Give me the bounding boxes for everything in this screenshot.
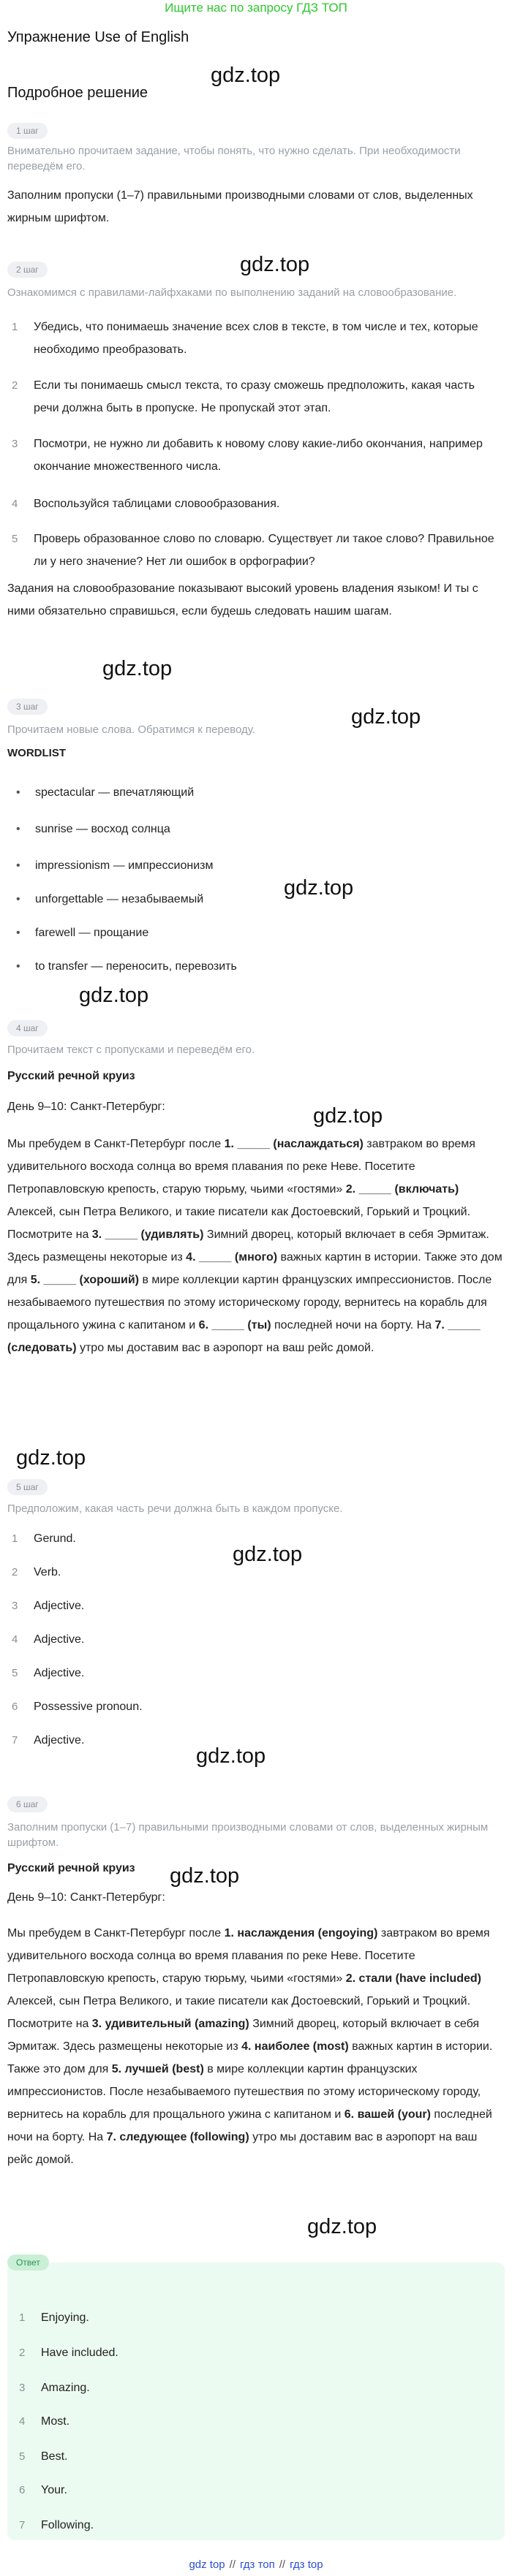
wordlist-heading: WORDLIST (7, 747, 66, 759)
step-intro: Внимательно прочитаем задание, чтобы понять, что нужно сделать. При необходимости переведём его. (7, 145, 461, 172)
filled-text: Мы пребудем в Санкт-Петербург после 1. наслаждения (engoying) завтраком во время удивительного восхода солнца во время плавания по реке Неве. Посетите Петропавловскую крепость, старую тюрьму, чьими «гостями» 2. стали (have included) Алексей, сын Петра Великого, и такие писатели как Достоевский, Горький и Троцкий. Посмотрите на 3. удивительный (amazing) Зимний дворец, который включает в себя Эрмитаж. Здесь размещены некоторые из 4. наиболее (most) важных картин в истории. Также это дом для 5. лучшей (best) в мире коллекции картин французских импрессионистов. После незабываемого путешествия по этому историческому городу, вернитесь на корабль для прощального ужина с капитаном и 6. вашей (your) последней ночи на борту. На 7. следующее (following) утро мы доставим вас в аэропорт на ваш рейс домой. (7, 1927, 493, 2166)
step-badge: 6 шаг (7, 1796, 48, 1812)
text-heading: Русский речной круиз (7, 1070, 135, 1082)
step-intro: Предположим, какая часть речи должна быть в каждом пропуске. (7, 1502, 343, 1515)
watermark: gdz.top (102, 657, 173, 680)
step-badge: 3 шаг (7, 699, 48, 715)
watermark: gdz.top (196, 1744, 266, 1768)
watermark: gdz.top (233, 1543, 303, 1566)
step-badge: 4 шаг (7, 1020, 48, 1036)
section-title: Подробное решение (7, 85, 148, 101)
answer-badge: Ответ (7, 2254, 49, 2271)
gap-text: Мы пребудем в Санкт-Петербург после 1. _____ (наслаждаться) завтраком во время удивительного восхода солнца во время плавания по реке Неве. Посетите Петропавловскую крепость, старую тюрьму, чьими «гостями» 2. _____ (включать) Алексей, сын Петра Великого, и такие писатели как Достоевский, Горький и Троцкий. Посмотрите на 3. _____ (удивлять) Зимний дворец, который включает в себя Эрмитаж. Здесь размещены некоторые из 4. _____ (много) важных картин в истории. Также это дом для 5. _____ (хороший) в мире коллекции картин французских импрессионистов. После незабываемого путешествия по этому историческому городу, вернитесь на корабль для прощального ужина с капитаном и 6. _____ (ты) последней ночи на борту. На 7. _____ (следовать) утро мы доставим вас в аэропорт на ваш рейс домой. (7, 1138, 502, 1354)
top-banner-link[interactable]: Ищите нас по запросу ГДЗ ТОП (165, 1, 347, 15)
watermark: gdz.top (284, 876, 354, 900)
watermark: gdz.top (79, 984, 149, 1007)
step-intro: Ознакомимся с правилами-лайфхаками по выполнению заданий на словообразование. (7, 286, 457, 299)
step-badge: 2 шаг (7, 262, 48, 278)
text-day: День 9–10: Санкт-Петербург: (7, 1101, 165, 1113)
watermark: gdz.top (170, 1864, 240, 1888)
footer-separator: // (229, 2558, 236, 2571)
watermark: gdz.top (211, 64, 281, 87)
watermark: gdz.top (351, 705, 421, 729)
watermark: gdz.top (240, 253, 310, 276)
step-text: Заполним пропуски (1–7) правильными производными словами от слов, выделенных жирным шрифтом. (7, 189, 473, 224)
footer-link[interactable]: гдз топ (240, 2558, 275, 2571)
text-heading: Русский речной круиз (7, 1862, 135, 1874)
step-intro: Прочитаем текст с пропусками и переведём его. (7, 1044, 255, 1056)
watermark: gdz.top (16, 1446, 86, 1470)
step-intro: Заполним пропуски (1–7) правильными производными словами от слов, выделенных жирным шрифтом. (7, 1821, 489, 1849)
text-day: День 9–10: Санкт-Петербург: (7, 1891, 165, 1904)
footer-links (0, 2558, 512, 2572)
footer-link[interactable]: гдз top (290, 2558, 323, 2571)
watermark: gdz.top (307, 2215, 377, 2238)
page-title: Упражнение Use of English (7, 29, 189, 45)
step-badge: 1 шаг (7, 123, 48, 139)
step-intro: Прочитаем новые слова. Обратимся к переводу. (7, 723, 255, 736)
watermark: gdz.top (313, 1104, 383, 1128)
step-outro: Задания на словообразование показывают высокий уровень владения языком! И ты с ними обязательно справишься, если будешь следовать нашим шагам. (7, 582, 478, 618)
footer-separator: // (279, 2558, 286, 2571)
step-badge: 5 шаг (7, 1479, 48, 1495)
footer-link[interactable]: gdz top (189, 2558, 225, 2571)
